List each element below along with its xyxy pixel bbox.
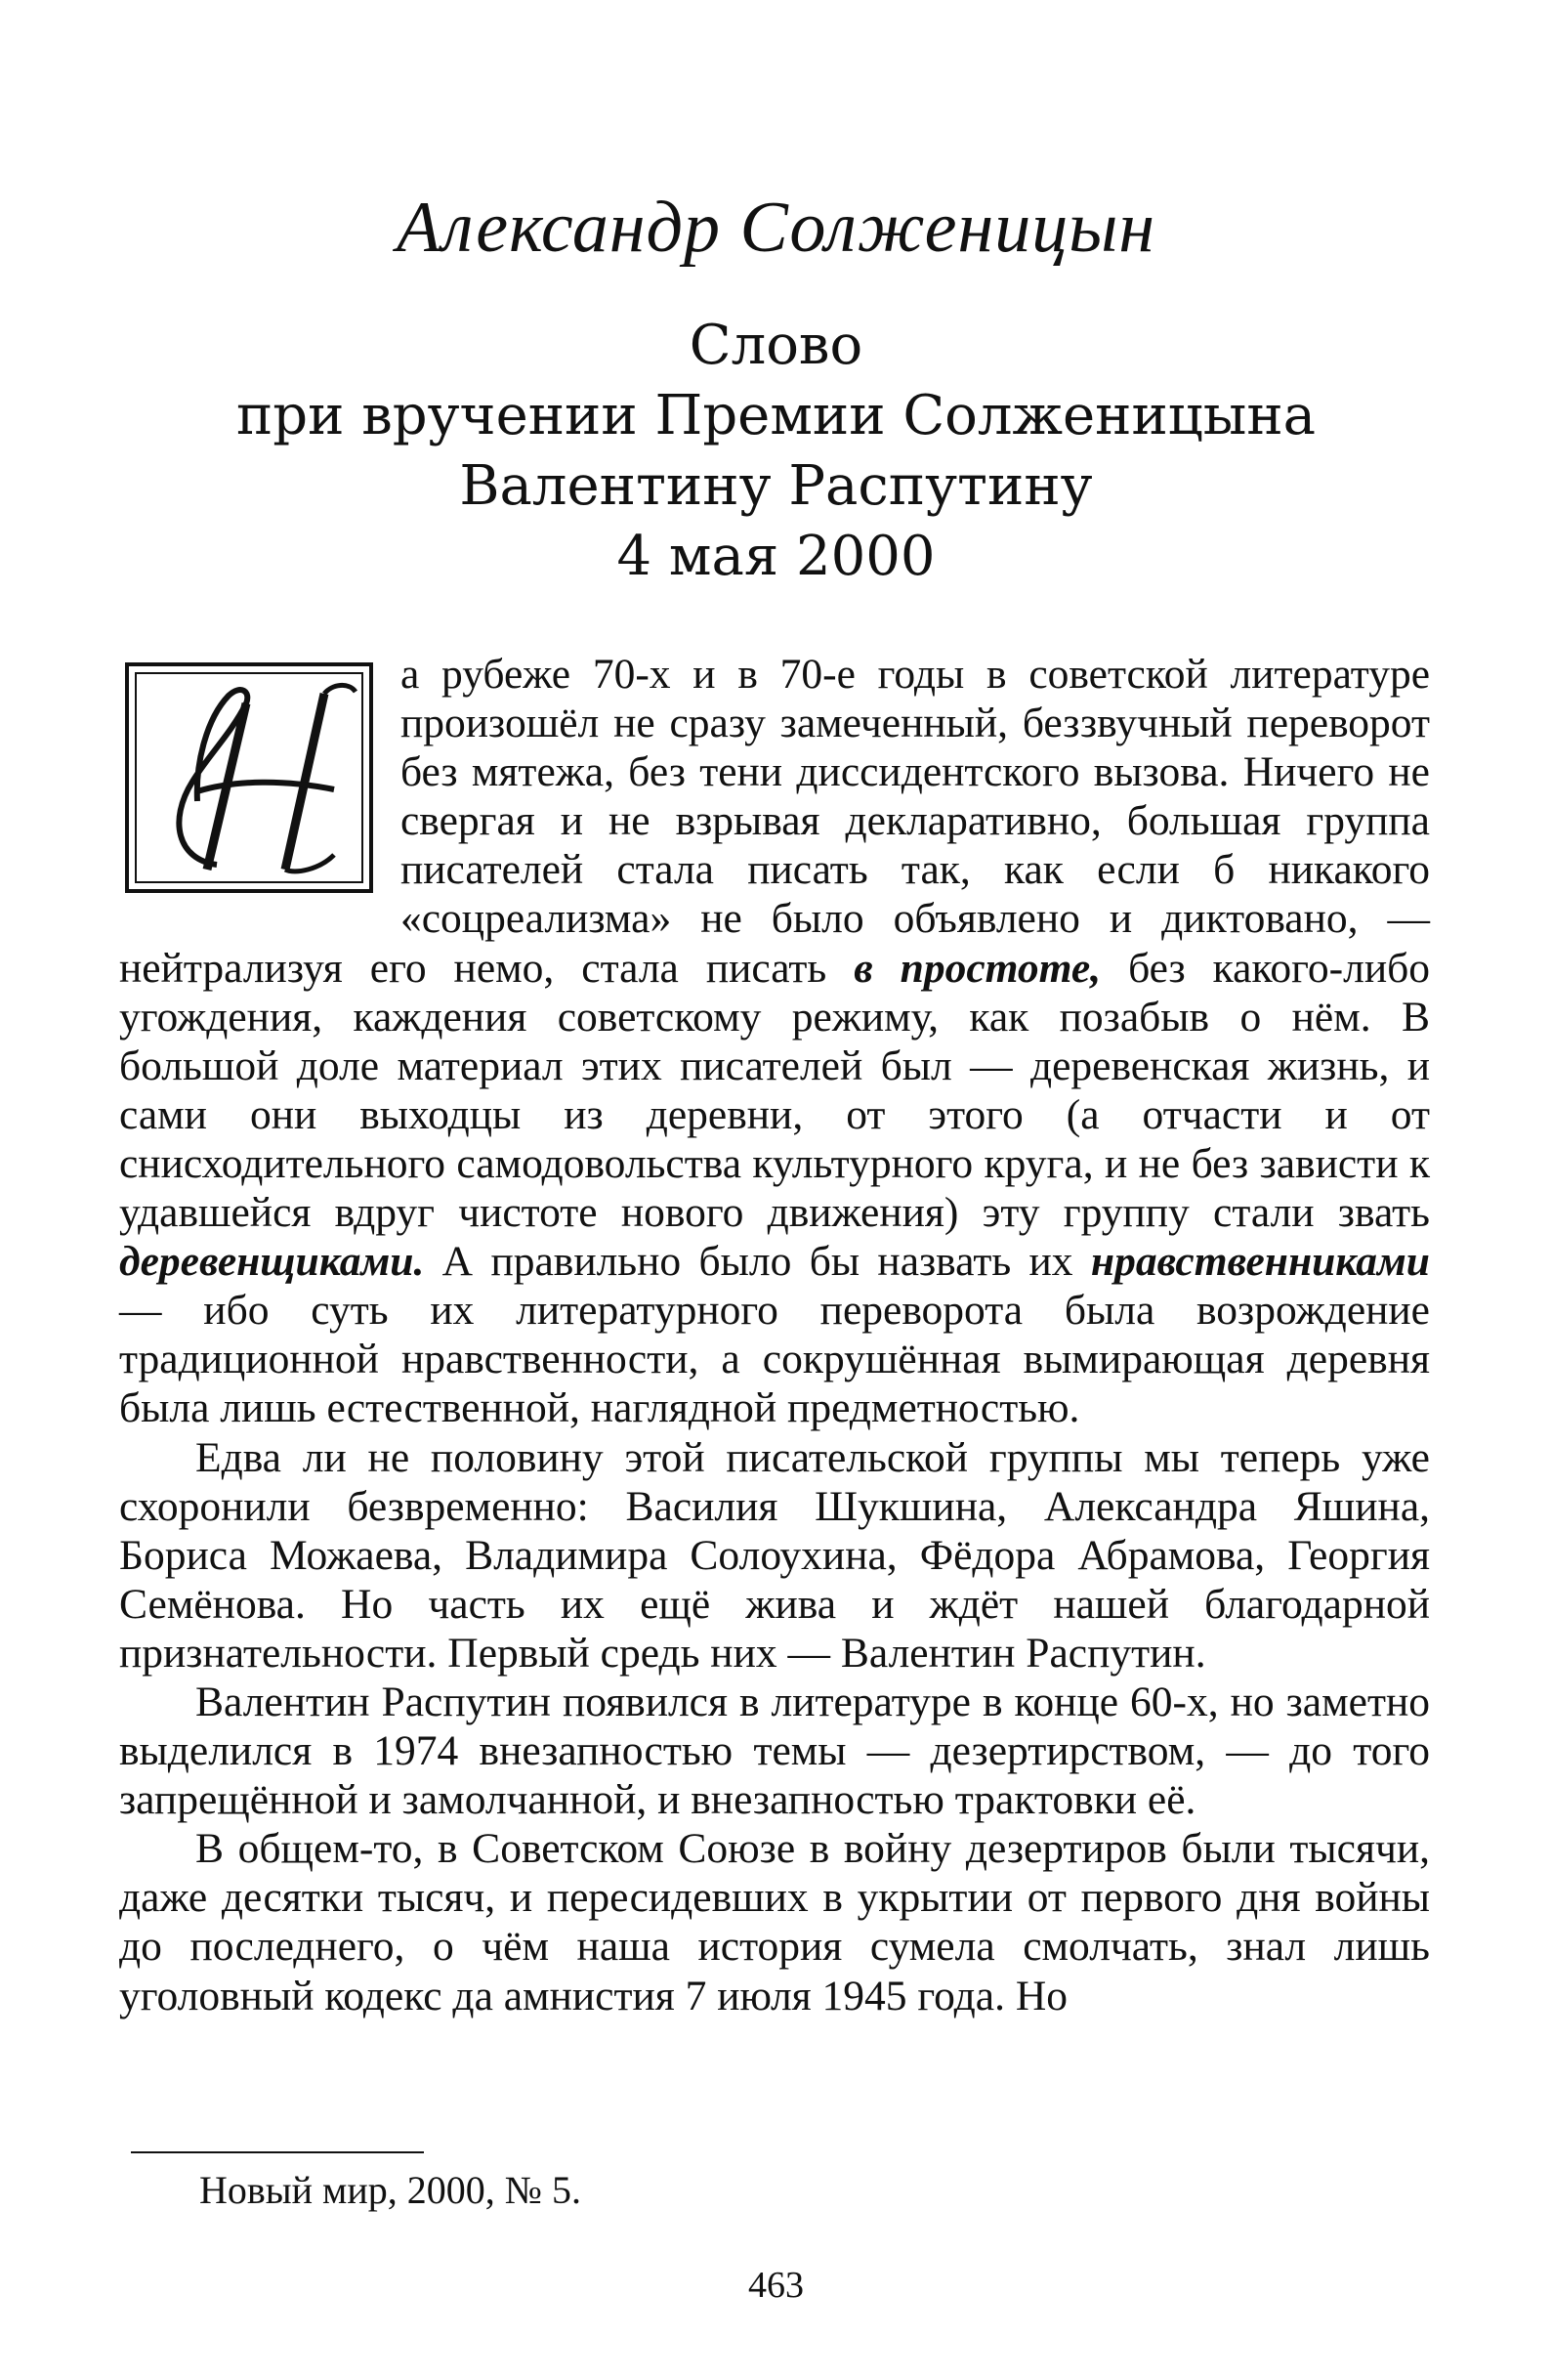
title-line: при вручении Премии Солженицына: [235, 384, 1317, 447]
title-line: Слово: [689, 314, 863, 377]
footnote-divider: [131, 2151, 424, 2153]
paragraph: В общем-то, в Советском Союзе в войну дезертиров были тысячи, даже десятки тысяч, и пересидевших в укрытии от первого дня войны до последнего, о чём наша история сумела смолчать, знал лишь уголовный кодекс да амнистия 7 июля 1945 года. Но: [119, 1825, 1430, 2019]
emphasis: нравственниками: [1090, 1238, 1430, 1286]
paragraph-text: А правильно было бы назвать их: [424, 1238, 1091, 1286]
emphasis: в простоте,: [854, 944, 1102, 992]
title-line: Валентину Распутину: [459, 454, 1093, 518]
page-number: 463: [748, 2265, 804, 2306]
title-line: 4 мая 2000: [616, 525, 936, 588]
paragraph-text: а рубеже 70-х и в 70-е годы в советской литературе произошёл не сразу замеченный, беззвучный переворот без мятежа, без тени диссидентского вызова. Ничего не свергая и не взрывая декларативно, большая группа писателей стала писать так, как если б никакого «соцреализма» не было объявлено и диктовано, — нейтрализуя его немо, стала писать: [119, 651, 1430, 992]
paragraph: Едва ли не половину этой писательской группы мы теперь уже схоронили безвременно: Василия Шукшина, Александра Яшина, Бориса Можаева, Владимира Солоухина, Фёдора Абрамова, Георгия Семёнова. Но часть их ещё жива и ждёт нашей благодарной признательности. Первый средь них — Валентин Распутин.: [119, 1433, 1430, 1677]
paragraph-text: без какого-либо угождения, каждения советскому режиму, как позабыв о нём. В большой доле материал этих писателей был — деревенская жизнь, и сами они выходцы из деревни, от этого (а отчасти и от снисходительного самодовольства культурного круга, и не без зависти к удавшейся вдруг чистоте нового движения) эту группу стали звать: [119, 944, 1430, 1237]
drop-cap-initial: [119, 657, 383, 901]
author-name: Александр Солженицын: [396, 188, 1156, 268]
drop-cap-letter-icon: [139, 674, 363, 884]
paragraph-text: — ибо суть их литературного переворота была возрождение традиционной нравственности, а сокрушённая вымирающая деревня была лишь естественной, наглядной предметностью.: [119, 1287, 1430, 1432]
paragraph: Валентин Распутин появился в литературе в конце 60-х, но заметно выделился в 1974 внезапностью темы — дезертирством, — до того запрещённой и замолчанной, и внезапностью трактовки её.: [119, 1678, 1430, 1824]
article-body: [119, 650, 1430, 2020]
footnote: Новый мир, 2000, № 5.: [199, 2168, 581, 2212]
paragraph: [119, 650, 1430, 1433]
emphasis: деревенщиками.: [119, 1238, 425, 1286]
article-title: [0, 311, 1552, 592]
